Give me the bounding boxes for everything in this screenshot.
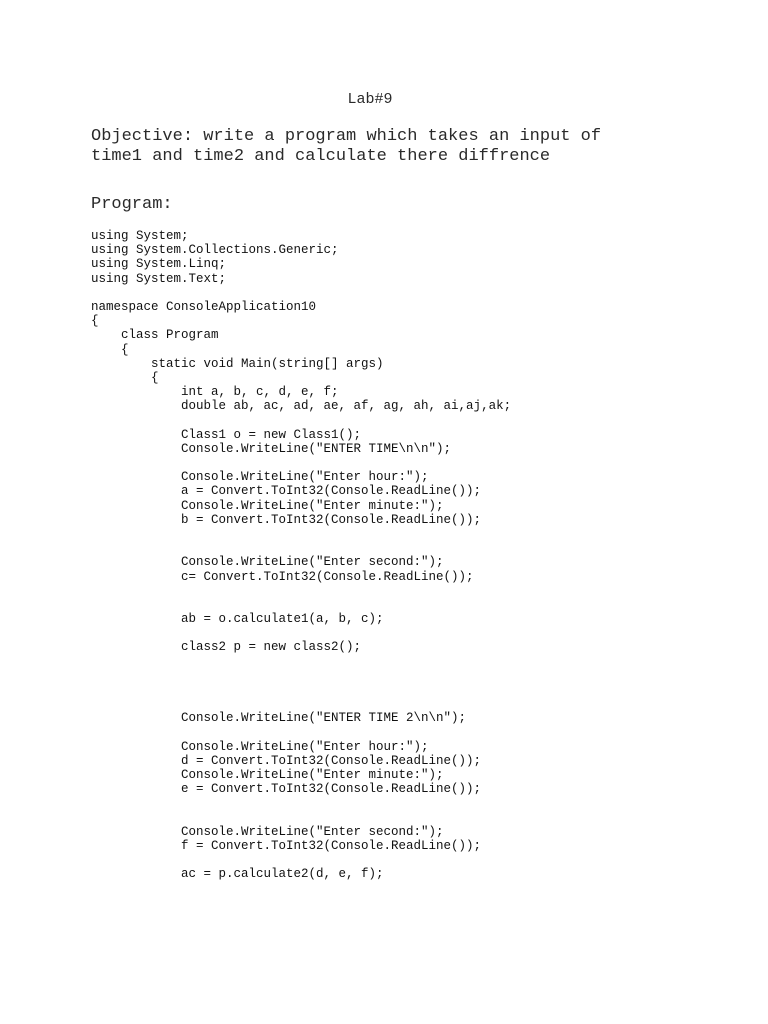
objective-paragraph [91,127,601,167]
code-line: Console.WriteLine("Enter minute:"); [91,498,444,513]
code-line: using System; [91,229,189,243]
code-line [91,655,511,669]
code-line [91,413,511,427]
code-line: b = Convert.ToInt32(Console.ReadLine()); [91,512,482,527]
code-line: f = Convert.ToInt32(Console.ReadLine()); [91,839,482,854]
code-block [91,229,511,882]
code-line: d = Convert.ToInt32(Console.ReadLine()); [91,753,482,768]
code-line: double ab, ac, ad, ae, af, ag, ah, ai,aj,ak; [91,399,512,414]
code-line [91,598,511,612]
code-line: c= Convert.ToInt32(Console.ReadLine()); [91,569,474,584]
code-line: Console.WriteLine("Enter second:"); [91,824,444,839]
program-heading: Program: [91,195,173,214]
code-line [91,853,511,867]
code-line: Console.WriteLine("ENTER TIME 2\n\n"); [91,711,467,726]
code-line: { [91,314,99,329]
objective-line: Objective: write a program which takes an input of [91,127,602,146]
code-line [91,683,511,697]
code-line [91,797,511,811]
code-line [91,726,511,740]
code-line: Console.WriteLine("Enter second:"); [91,555,444,570]
code-line: ab = o.calculate1(a, b, c); [91,612,384,627]
code-line: Class1 o = new Class1(); [91,427,362,442]
code-line: ac = p.calculate2(d, e, f); [91,867,384,882]
code-line [91,456,511,470]
code-line [91,541,511,555]
code-line [91,669,511,683]
code-line [91,286,511,300]
code-line: static void Main(string[] args) [91,356,384,371]
code-line: a = Convert.ToInt32(Console.ReadLine()); [91,484,482,499]
code-line: using System.Linq; [91,257,227,272]
code-line: namespace ConsoleApplication10 [91,299,317,314]
code-line [91,527,511,541]
code-line: { [91,370,159,385]
code-line: class2 p = new class2(); [91,640,362,655]
document-title: Lab#9 [347,91,393,108]
code-line [91,697,511,711]
code-line [91,584,511,598]
code-line [91,811,511,825]
code-line: using System.Collections.Generic; [91,243,339,258]
code-line: int a, b, c, d, e, f; [91,385,339,400]
code-line: e = Convert.ToInt32(Console.ReadLine()); [91,782,482,797]
code-line: class Program [91,328,219,343]
objective-line: time1 and time2 and calculate there diffrence [91,147,551,166]
code-line: Console.WriteLine("Enter minute:"); [91,768,444,783]
code-line: Console.WriteLine("Enter hour:"); [91,470,429,485]
code-line: { [91,342,129,357]
code-line [91,626,511,640]
code-line: Console.WriteLine("Enter hour:"); [91,739,429,754]
code-line: using System.Text; [91,271,227,286]
code-line: Console.WriteLine("ENTER TIME\n\n"); [91,441,452,456]
